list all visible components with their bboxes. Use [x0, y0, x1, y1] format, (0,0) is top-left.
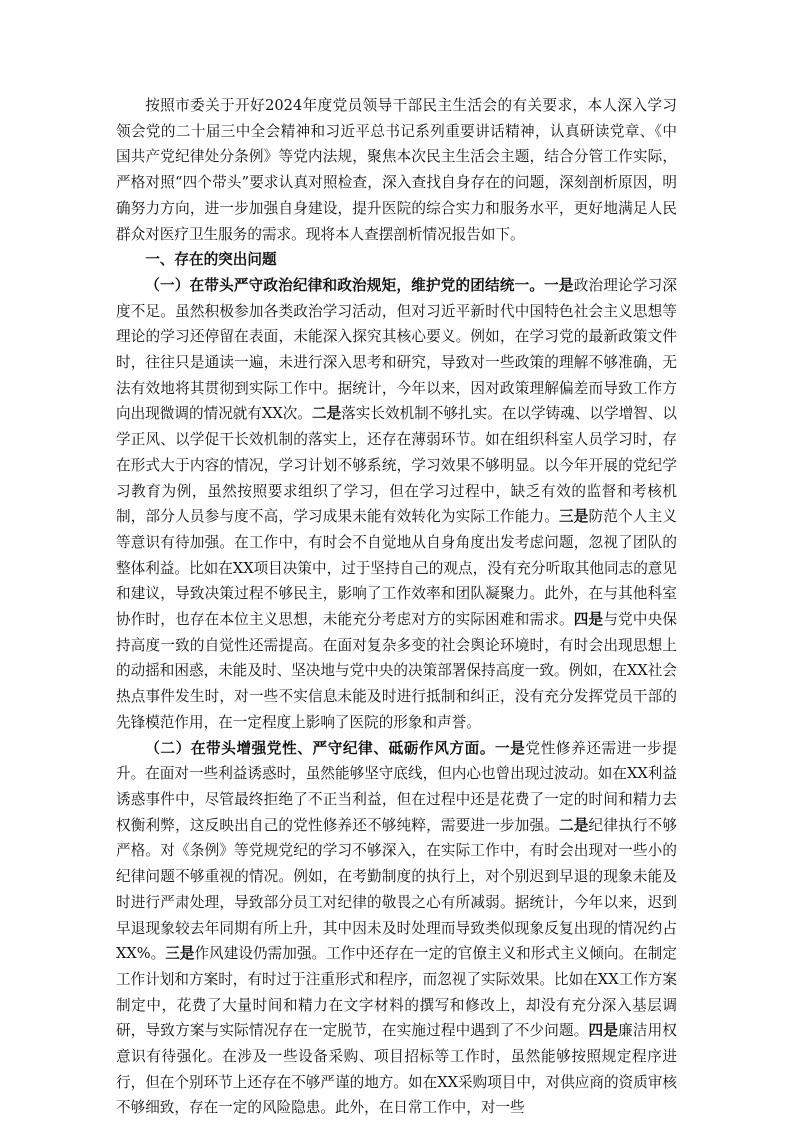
point-label: 一是 — [495, 739, 526, 757]
point-text: 落实长效机制不够扎实。在以学铸魂、以学增智、以学正风、以学促干长效机制的落实上，还存在薄弱环节。如在组织科室人员学习时，存在形式大于内容的情况，学习计划不够系统，学习效果不够明显。以今年开展的党纪学习教育为例，虽然按照要求组织了学习，但在学习过程中，缺乏有效的监督和考核机制，部分人员参与度不高，学习成果未能有效转化为实际工作能力。 — [116, 405, 677, 526]
point-text: 防范个人主义等意识有待加强。在工作中，有时会不自觉地从自身角度出发考虑问题，忽视了团队的整体利益。比如在XX项目决策中，过于坚持自己的观点，没有充分听取其他同志的意见和建议，导致决策过程不够民主，影响了工作效率和团队凝聚力。此外，在与其他科室协作时，也存在本位主义思想，未能充分考虑对方的实际困难和需求。 — [116, 508, 677, 629]
point-text: 作风建设仍需加强。工作中还存在一定的官僚主义和形式主义倾向。在制定工作计划和方案时，有时过于注重形式和程序，而忽视了实际效果。比如在XX工作方案制定中，花费了大量时间和精力在文字材料的撰写和修改上，却没有充分深入基层调研，导致方案与实际情况存在一定脱节，在实施过程中遇到了不少问题。 — [116, 945, 677, 1040]
point-text: 党性修养还需进一步提升。在面对一些利益诱惑时，虽然能够坚守底线，但内心也曾出现过波动。如在XX利益诱惑事件中，尽管最终拒绝了不正当利益，但在过程中还是花费了一定的时间和精力去权衡利弊，这反映出自己的党性修养还不够纯粹，需要进一步加强。 — [116, 739, 677, 834]
point-label: 四是 — [588, 1022, 619, 1040]
section2-title: （二）在带头增强党性、严守纪律、砥砺作风方面。 — [145, 739, 496, 757]
point-label: 三是 — [559, 508, 589, 526]
point-text: 政治理论学习深度不足。虽然积极参加各类政治学习活动，但对习近平新时代中国特色社会主义思想等理论的学习还停留在表面，未能深入探究其核心要义。例如，在学习党的最新政策文件时，往往只是通读一遍，未进行深入思考和研究，导致对一些政策的理解不够准确，无法有效地将其贯彻到实际工作中。据统计，今年以来，因对政策理解偏差而导致工作方向出现微调的情况就有XX次。 — [116, 276, 677, 423]
point-label: 二是 — [559, 816, 589, 834]
point-label: 二是 — [311, 405, 342, 423]
point-label: 三是 — [165, 945, 195, 963]
section1-paragraph — [116, 273, 677, 736]
point-label: 一是 — [544, 276, 574, 294]
point-text: 廉洁用权意识有待强化。在涉及一些设备采购、项目招标等工作时，虽然能够按照规定程序进行，但在个别环节上还存在不够严谨的地方。如在XX采购项目中，对供应商的资质审核不够细致，存在一定的风险隐患。此外，在日常工作中，对一些 — [116, 1022, 677, 1117]
point-text: 与党中央保持高度一致的自觉性还需提高。在面对复杂多变的社会舆论环境时，有时会出现思想上的动摇和困惑，未能及时、坚决地与党中央的决策部署保持高度一致。例如，在XX社会热点事件发生时，对一些不实信息未能及时进行抵制和纠正，没有充分发挥党员干部的先锋模范作用，在一定程度上影响了医院的形象和声誉。 — [116, 611, 677, 731]
point-text: 纪律执行不够严格。对《条例》等党规党纪的学习不够深入，在实际工作中，有时会出现对一些小的纪律问题不够重视的情况。例如，在考勤制度的执行上，对个别迟到早退的现象未能及时进行严肃处理，导致部分员工对纪律的敬畏之心有所减弱。据统计，今年以来，迟到早退现象较去年同期有所上升，其中因未及时处理而导致类似现象反复出现的情况约占XX%。 — [116, 816, 677, 963]
section-heading: 一、存在的突出问题 — [145, 251, 277, 269]
section2-paragraph — [116, 736, 677, 1122]
intro-paragraph: 按照市委关于开好2024年度党员领导干部民主生活会的有关要求，本人深入学习领会党的二十届三中全会精神和习近平总书记系列重要讲话精神，认真研读党章、《中国共产党纪律处分条例》等党内法规，聚焦本次民主生活会主题，结合分管工作实际，严格对照“四个带头”要求认真对照检查，深入查找自身存在的问题，深刻剖析原因，明确努力方向，进一步加强自身建设，提升医院的综合实力和服务水平，更好地满足人民群众对医疗卫生服务的需求。现将本人查摆剖析情况报告如下。 — [116, 97, 677, 243]
section1-title: （一）在带头严守政治纪律和政治规矩，维护党的团结统一。 — [145, 276, 545, 294]
point-label: 四是 — [573, 611, 604, 629]
